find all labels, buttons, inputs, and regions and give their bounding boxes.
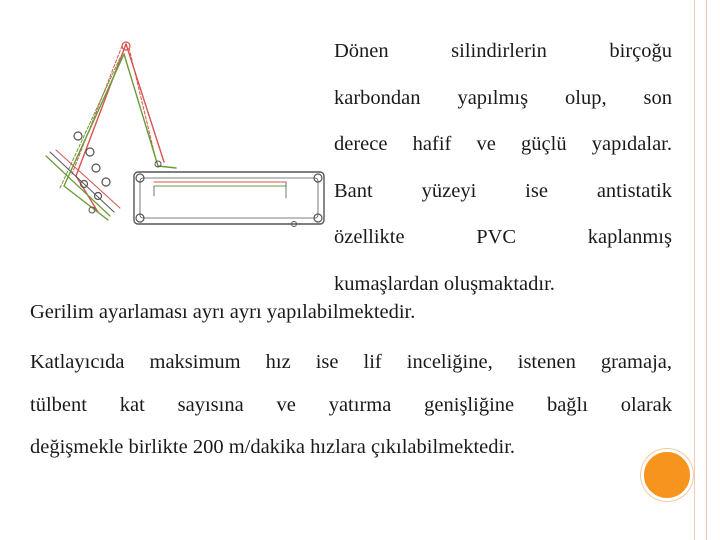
decorative-rail-right bbox=[706, 0, 707, 540]
paragraph-right-column bbox=[334, 28, 672, 307]
text-line: Katlayıcıda maksimum hız ise lif inceliğine, istenen gramaja, bbox=[30, 351, 672, 373]
text-line: Gerilim ayarlaması ayrı ayrı yapılabilmektedir. bbox=[30, 301, 416, 323]
text-line-last: değişmekle birlikte 200 m/dakika hızlara çıkılabilmektedir. bbox=[30, 436, 516, 458]
decorative-rail-left bbox=[694, 0, 695, 540]
text-line: Bant yüzeyi ise antistatik bbox=[334, 179, 672, 202]
paragraph-speed bbox=[30, 341, 672, 469]
paragraph-tension bbox=[30, 297, 670, 327]
text-line: Dönen silindirlerin birçoğu bbox=[334, 40, 672, 62]
cross-lapper-diagram bbox=[36, 36, 328, 236]
text-line: tülbent kat sayısına ve yatırma genişliğine bağlı olarak bbox=[30, 393, 672, 416]
text-line-last: kumaşlardan oluşmaktadır. bbox=[334, 272, 555, 295]
text-line: derece hafif ve güçlü yapıdalar. bbox=[334, 133, 672, 155]
text-line: karbondan yapılmış olup, son bbox=[334, 86, 672, 109]
text-line: özellikte PVC kaplanmış bbox=[334, 226, 672, 248]
orange-circle-icon bbox=[641, 449, 693, 501]
